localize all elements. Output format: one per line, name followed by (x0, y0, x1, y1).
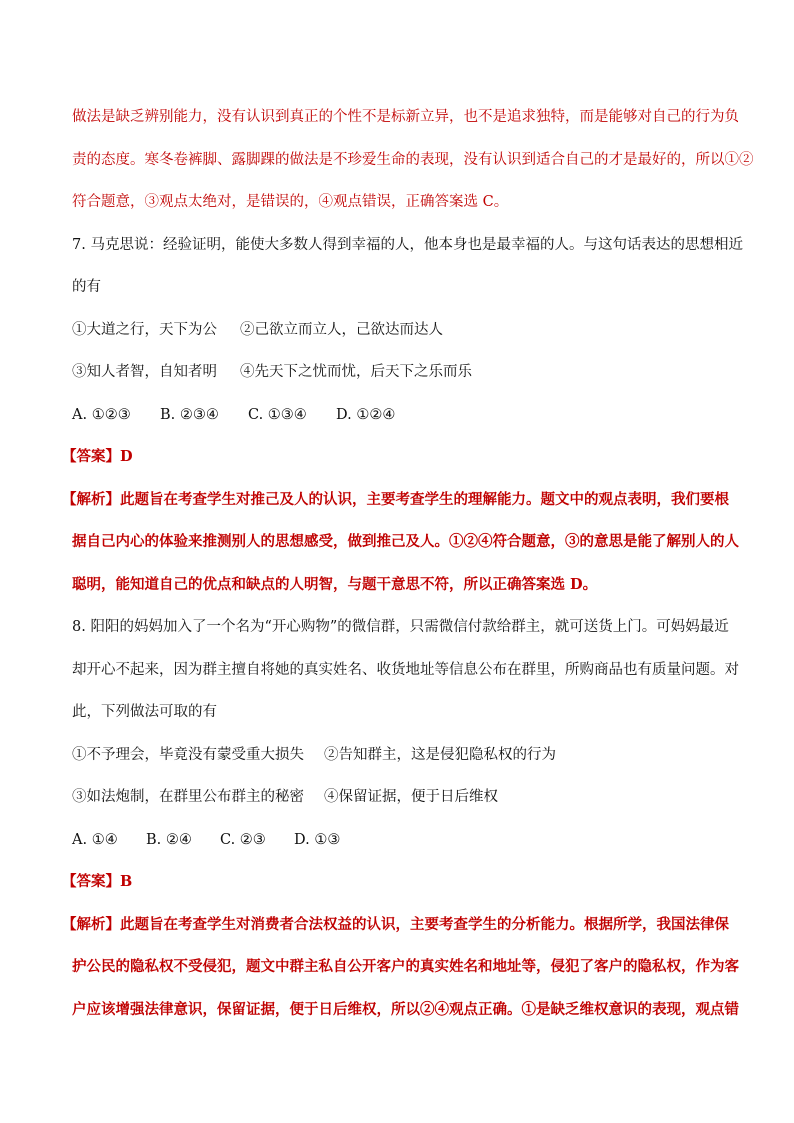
prev-analysis-line-3: 符合题意，③观点太绝对，是错误的，④观点错误，正确答案选 C。 (72, 194, 509, 210)
q8-analysis-line-1: 【解析】此题旨在考查学生对消费者合法权益的认识，主要考查学生的分析能力。根据所学，我国法律保 (62, 916, 729, 933)
q7-choice-c: C. ①③④ (248, 407, 307, 423)
q8-choice-a: A. ①④ (72, 832, 118, 848)
q7-option-1: ①大道之行，天下为公 (72, 322, 217, 338)
q7-option-3: ③知人者智，自知者明 (72, 364, 217, 380)
q8-stem-line-1: 8. 阳阳的妈妈加入了一个名为“开心购物”的微信群，只需微信付款给群主，就可送货上门。可妈妈最近 (72, 619, 729, 635)
q7-choice-a: A. ①②③ (72, 407, 131, 423)
q7-choice-b: B. ②③④ (160, 407, 219, 423)
q8-answer: 【答案】B (62, 873, 133, 890)
q7-analysis-line-3: 聪明，能知道自己的优点和缺点的人明智，与题干意思不符，所以正确答案选 D。 (72, 576, 598, 593)
q8-analysis-line-3: 户应该增强法律意识，保留证据，便于日后维权，所以②④观点正确。①是缺乏维权意识的表现，观点错 (72, 1001, 739, 1018)
q7-answer: 【答案】D (62, 448, 133, 465)
q8-choice-b: B. ②④ (146, 832, 192, 848)
q8-option-1: ①不予理会，毕竟没有蒙受重大损失 (72, 747, 304, 763)
q8-stem-line-2: 却开心不起来，因为群主擅自将她的真实姓名、收货地址等信息公布在群里，所购商品也有质量问题。对 (72, 662, 739, 678)
q8-stem-line-3: 此，下列做法可取的有 (72, 704, 217, 720)
q8-analysis-line-2: 护公民的隐私权不受侵犯，题文中群主私自公开客户的真实姓名和地址等，侵犯了客户的隐私权，作为客 (72, 958, 739, 975)
q8-option-3: ③如法炮制，在群里公布群主的秘密 (72, 789, 304, 805)
prev-analysis-line-2: 责的态度。寒冬卷裤脚、露脚踝的做法是不珍爱生命的表现，没有认识到适合自己的才是最好的，所以①② (72, 152, 754, 168)
q8-choice-c: C. ②③ (220, 832, 266, 848)
prev-analysis-line-1: 做法是缺乏辨别能力，没有认识到真正的个性不是标新立异，也不是追求独特，而是能够对自己的行为负 (72, 109, 739, 125)
q7-stem-line-2: 的有 (72, 279, 101, 295)
q7-option-4: ④先天下之忧而忧，后天下之乐而乐 (240, 364, 472, 380)
q8-choice-d: D. ①③ (294, 832, 341, 848)
q8-option-4: ④保留证据，便于日后维权 (324, 789, 498, 805)
q7-choice-d: D. ①②④ (336, 407, 396, 423)
q8-option-2: ②告知群主，这是侵犯隐私权的行为 (324, 747, 556, 763)
q7-analysis-line-1: 【解析】此题旨在考查学生对推己及人的认识，主要考查学生的理解能力。题文中的观点表明，我们要根 (62, 491, 729, 508)
q7-stem-line-1: 7. 马克思说：经验证明，能使大多数人得到幸福的人，他本身也是最幸福的人。与这句话表达的思想相近 (72, 237, 743, 253)
q7-option-2: ②己欲立而立人，己欲达而达人 (240, 322, 443, 338)
q7-analysis-line-2: 据自己内心的体验来推测别人的思想感受，做到推己及人。①②④符合题意，③的意思是能了解别人的人 (72, 533, 739, 550)
